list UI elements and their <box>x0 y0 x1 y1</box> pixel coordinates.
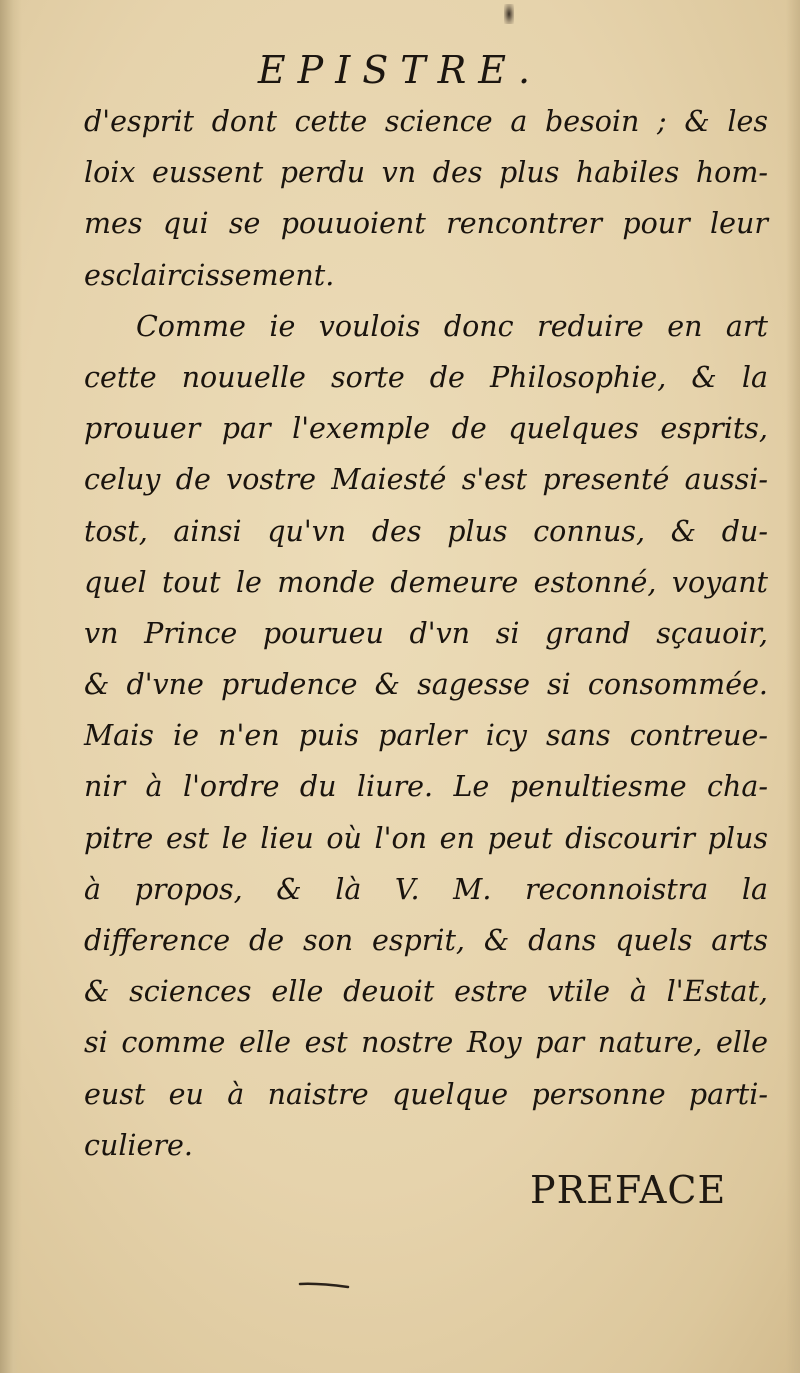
text-line: d'esprit dont cette science a besoin ; & les <box>84 105 768 138</box>
text-line: nir à l'ordre du liure. Le penultiesme cha- <box>84 770 768 804</box>
ink-stroke <box>298 1281 350 1289</box>
text-line: Comme ie voulois donc reduire en art <box>136 309 768 343</box>
text-line: prouuer par l'exemple de quelques esprits, <box>84 412 768 446</box>
text-line: cette nouuelle sorte de Philosophie, & la <box>84 360 768 394</box>
text-line: à propos, & là V. M. reconnoistra la <box>84 872 768 906</box>
body-text <box>84 96 768 1171</box>
text-line: vn Prince pourueu d'vn si grand sçauoir, <box>84 616 768 650</box>
page-gutter-shadow <box>0 0 22 1373</box>
text-line: eust eu à naistre quelque personne parti- <box>84 1077 768 1111</box>
text-line: mes qui se pouuoient rencontrer pour leur <box>84 207 768 241</box>
catchword: PREFACE <box>530 1168 727 1212</box>
text-line: difference de son esprit, & dans quels arts <box>84 924 768 957</box>
ink-spot <box>504 4 514 24</box>
text-line: loix eussent perdu vn des plus habiles hom- <box>84 156 768 190</box>
text-line: Mais ie n'en puis parler icy sans contreue- <box>84 719 768 753</box>
text-line: & sciences elle deuoit estre vtile à l'Estat, <box>84 975 768 1009</box>
text-line: culiere. <box>84 1128 193 1162</box>
page-edge-shadow <box>786 0 800 1373</box>
text-line: & d'vne prudence & sagesse si consommée. <box>84 668 768 702</box>
text-line: quel tout le monde demeure estonné, voyant <box>84 565 768 599</box>
running-head: EPISTRE. <box>257 48 543 92</box>
text-line: pitre est le lieu où l'on en peut discourir plus <box>84 821 768 855</box>
text-line: tost, ainsi qu'vn des plus connus, & du- <box>84 514 768 548</box>
text-line: celuy de vostre Maiesté s'est presenté aussi- <box>84 463 768 497</box>
text-line: si comme elle est nostre Roy par nature, elle <box>84 1026 768 1060</box>
text-line: esclaircissement. <box>84 258 335 292</box>
